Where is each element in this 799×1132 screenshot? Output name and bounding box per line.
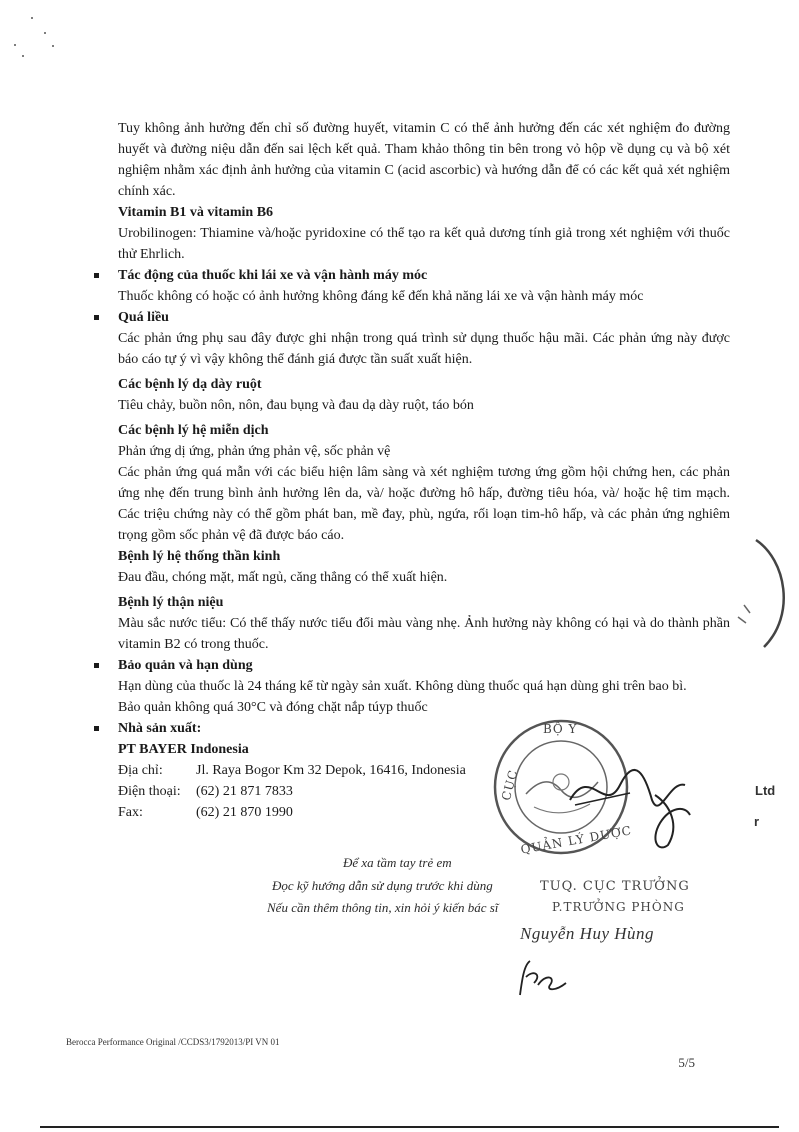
immune-text-2: Các phản ứng quá mẫn với các biểu hiện lâm sàng và xét nghiệm tương ứng gồm hội chứng hen, các phản ứng nhẹ đến trung bình ảnh hưởng lên da, và/ hoặc đường hô hấp, đường tiêu hóa, và/ hoặc hệ tim mạch. Các triệu chứng này có thể gồm phát ban, mề đay, phù, ngứa, rối loạn tim-hô hấp, và các phản ứng nghiêm trọng gồm sốc phản vệ đã được báo cáo. (118, 465, 730, 543)
seal-top-text: BỘ Y (543, 722, 578, 736)
bottom-rule (40, 1126, 779, 1128)
vitamin-c-paragraph: Tuy không ảnh hưởng đến chỉ số đường huyết, vitamin C có thể ảnh hưởng đến các xét nghiệm đo đường huyết và đường niệu dẫn đến sai lệch kết quả. Tham khảo thông tin bên trong vỏ hộp về dụng cụ và bộ xét nghiệm nhằm xác định ảnh hưởng của vitamin C (acid ascorbic) và hướng dẫn để có các kết quả xét nghiệm chính xác. (118, 121, 730, 199)
partial-seal-icon (726, 535, 799, 655)
vitamin-b1-b6-text: Urobilinogen: Thiamine và/hoặc pyridoxine có thể tạo ra kết quả dương tính giả trong xét nghiệm với thuốc thử Ehrlich. (118, 226, 730, 262)
phone-label: Điện thoại: (118, 784, 181, 799)
manufacturer-heading: Nhà sản xuất: (118, 718, 730, 739)
signature-icon (560, 745, 710, 855)
driving-heading: Tác động của thuốc khi lái xe và vận hành máy móc (118, 265, 730, 286)
margin-ltd-text: Ltd (755, 783, 776, 798)
renal-heading: Bệnh lý thận niệu (118, 595, 224, 610)
margin-r-text: r (754, 814, 760, 829)
seal-bottom-text: QUẢN LÝ DƯỢC (519, 823, 633, 857)
warning-line-2: Đọc kỹ hướng dẫn sử dụng trước khi dùng (272, 878, 493, 893)
neuro-heading: Bệnh lý hệ thống thần kinh (118, 549, 281, 564)
approval-title-2: P.TRƯỞNG PHÒNG (552, 900, 685, 914)
phone-value: (62) 21 871 7833 (196, 784, 293, 799)
manufacturer-name: PT BAYER Indonesia (118, 742, 249, 757)
signer-name: Nguyễn Huy Hùng (520, 924, 655, 943)
fax-label: Fax: (118, 805, 143, 820)
vitamin-b1-b6-heading: Vitamin B1 và vitamin B6 (118, 205, 274, 220)
gi-heading: Các bệnh lý dạ dày ruột (118, 377, 262, 392)
neuro-text: Đau đầu, chóng mặt, mất ngủ, căng thẳng có thể xuất hiện. (118, 570, 448, 585)
document-body (118, 118, 730, 823)
warning-line-1: Để xa tầm tay trẻ em (343, 855, 452, 870)
initials-signature-icon (512, 955, 572, 1000)
address-value: Jl. Raya Bogor Km 32 Depok, 16416, Indonesia (196, 763, 466, 778)
gi-text: Tiêu chảy, buồn nôn, nôn, đau bụng và đau dạ dày ruột, táo bón (118, 398, 474, 413)
immune-heading: Các bệnh lý hệ miễn dịch (118, 423, 269, 438)
immune-text-1: Phản ứng dị ứng, phản ứng phản vệ, sốc phản vệ (118, 444, 391, 459)
storage-text-2: Bảo quản không quá 30°C và đóng chặt nắp túyp thuốc (118, 700, 428, 715)
overdose-text: Các phản ứng phụ sau đây được ghi nhận trong quá trình sử dụng thuốc hậu mãi. Các phản ứng này được báo cáo tự ý vì vậy không thể đánh giá được tần suất xuất hiện. (118, 331, 730, 367)
seal-left-text: CỤC (498, 767, 521, 803)
storage-heading: Bảo quản và hạn dùng (118, 655, 730, 676)
warning-line-3: Nếu cần thêm thông tin, xin hỏi ý kiến bác sĩ (267, 900, 499, 915)
address-label: Địa chỉ: (118, 763, 163, 778)
driving-text: Thuốc không có hoặc có ảnh hưởng không đáng kể đến khả năng lái xe và vận hành máy móc (118, 289, 644, 304)
document-reference: Berocca Performance Original /CCDS3/1792013/PI VN 01 (66, 1037, 280, 1047)
approval-title-1: TUQ. CỤC TRƯỞNG (540, 879, 690, 894)
overdose-heading: Quá liều (118, 307, 730, 328)
fax-value: (62) 21 870 1990 (196, 805, 293, 820)
storage-text-1: Hạn dùng của thuốc là 24 tháng kể từ ngày sản xuất. Không dùng thuốc quá hạn dùng ghi trên bao bì. (118, 679, 687, 694)
page-number: 5/5 (678, 1055, 695, 1070)
renal-text: Màu sắc nước tiểu: Có thể thấy nước tiểu đổi màu vàng nhẹ. Ảnh hưởng này không có hại và do thành phần vitamin B2 có trong thuốc. (118, 616, 730, 652)
